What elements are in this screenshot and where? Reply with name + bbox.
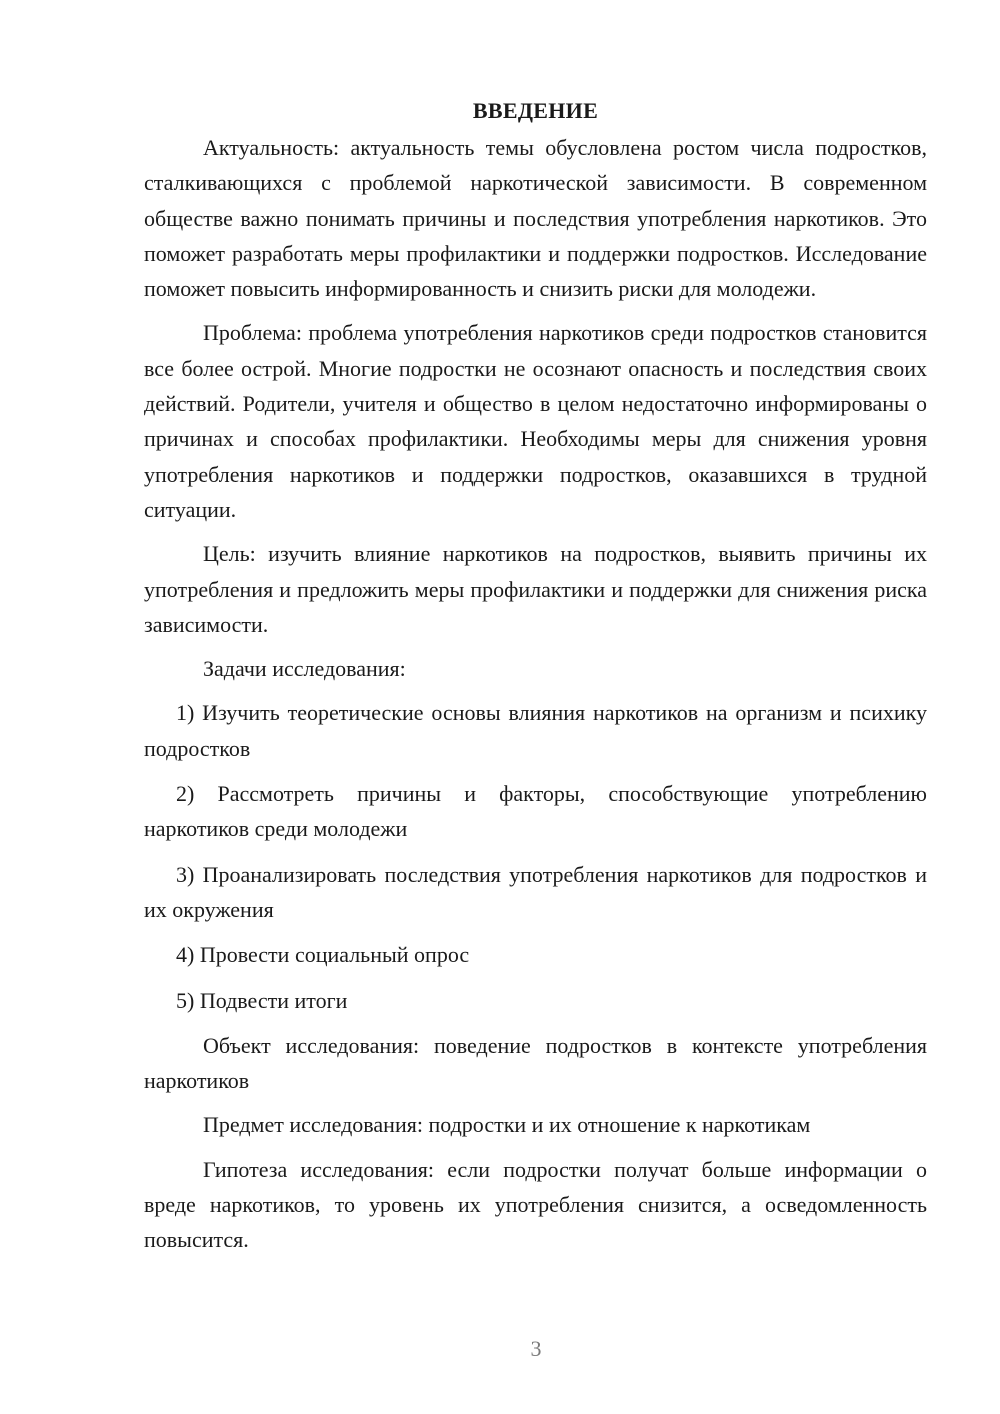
page-title: ВВЕДЕНИЕ <box>472 98 599 123</box>
tasks-heading: Задачи исследования: <box>203 656 406 682</box>
list-item: 5) Подвести итоги <box>176 987 348 1013</box>
goal-paragraph: Цель: изучить влияние наркотиков на подростков, выявить причины их употребления и предложить меры профилактики и поддержки для снижения риска зависимости. <box>144 541 927 637</box>
page-number-footer <box>0 1334 1000 1364</box>
relevance-paragraph: Актуальность: актуальность темы обусловлена ростом числа подростков, сталкивающихся с проблемой наркотической зависимости. В современном обществе важно понимать причины и последствия употребления наркотиков. Это поможет разработать меры профилактики и поддержки подростков. Исследование поможет повысить информированность и снизить риски для молодежи. <box>144 135 927 302</box>
list-item: 4) Провести социальный опрос <box>176 942 470 968</box>
list-item: 2) Рассмотреть причины и факторы, способствующие употреблению наркотиков среди молодежи <box>144 781 927 842</box>
list-item: 1) Изучить теоретические основы влияния наркотиков на организм и психику подростков <box>144 700 927 761</box>
document-page <box>144 96 927 1267</box>
problem-paragraph: Проблема: проблема употребления наркотиков среди подростков становится все более острой. Многие подростки не осознают опасность и последствия своих действий. Родители, учителя и общество в целом недостаточно информированы о причинах и способах профилактики. Необходимы меры для снижения уровня употребления наркотиков и поддержки подростков, оказавшихся в трудной ситуации. <box>144 320 927 522</box>
list-item: 3) Проанализировать последствия употребления наркотиков для подростков и их окружения <box>144 861 927 922</box>
object-paragraph: Объект исследования: поведение подростков в контексте употребления наркотиков <box>144 1032 927 1094</box>
subject-paragraph: Предмет исследования: подростки и их отношение к наркотикам <box>203 1112 811 1138</box>
page-number: 3 <box>530 1336 542 1361</box>
tasks-list <box>144 695 927 1017</box>
hypothesis-paragraph: Гипотеза исследования: если подростки получат больше информации о вреде наркотиков, то уровень их употребления снизится, а осведомленность повысится. <box>144 1156 927 1253</box>
